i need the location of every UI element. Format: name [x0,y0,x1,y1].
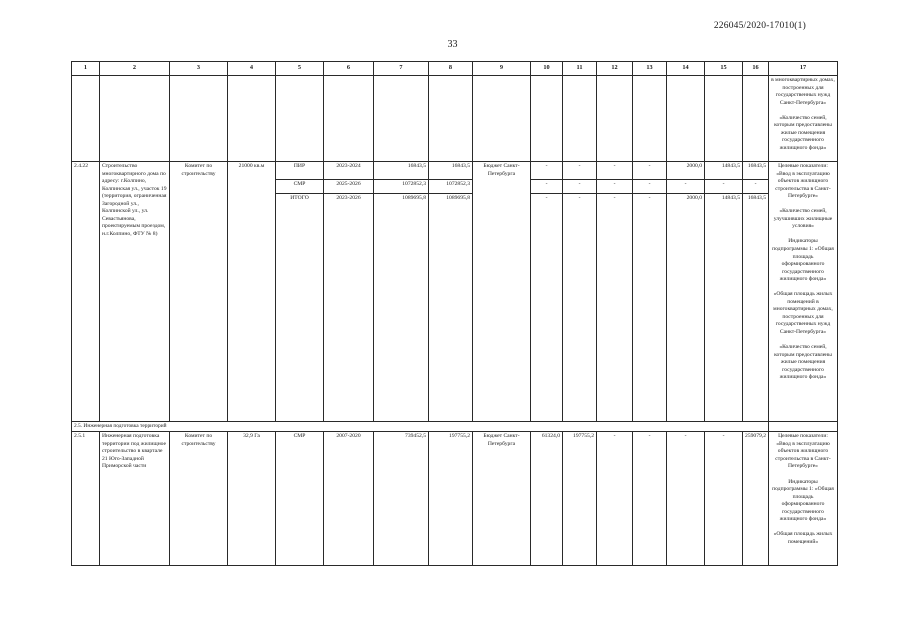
stage-total: 1089695,8 [374,194,429,422]
value-cell: - [531,180,563,194]
value-cell: - [667,180,705,194]
section-header-row [72,422,838,432]
column-header-row [72,62,838,76]
column-header: 7 [374,62,429,76]
value-cell: - [633,180,667,194]
executor: Комитет по строительству [170,162,228,422]
stage-type: СМР [276,432,324,566]
stage-type: СМР [276,180,324,194]
stage-total: 739452,5 [374,432,429,566]
column-header: 5 [276,62,324,76]
object-name: Строительство многоквартирного дома по адресу: г.Колпино, Колпинская ул., участок 19 (территория, ограниченная Загородной ул., Колпинской ул., ул. Севастьянова, проектируемым проездом, н.г.Колпино, ФТУ № 8) [100,162,170,422]
indicators: Целевые показатели: «Ввод в эксплуатацию объектов жилищного строительства в Санкт-Петербурге» «Количество семей, улучшивших жилищные условия» Индикаторы подпрограммы 1: «Общая площадь оформированного государственного жилищного фонда» «Общая площадь жилых помещений в многоквартирных домах, построенных для государственных нужд Санкт-Петербурга» «Количество семей, которым предоставлены жилые помещения государственного жилищного фонда» [769,162,838,422]
column-header: 11 [563,62,597,76]
column-header: 12 [597,62,633,76]
section-title: 2.5. Инженерная подготовка территорий [72,422,769,432]
column-header: 3 [170,62,228,76]
column-header: 17 [769,62,838,76]
value-cell: - [563,162,597,180]
column-header: 2 [100,62,170,76]
continuation-row [72,76,838,162]
document-number: 226045/2020-17010(1) [713,21,806,31]
value-cell: - [667,432,705,566]
stage-budget: 197755,2 [429,432,473,566]
column-header: 8 [429,62,473,76]
value-cell: 14843,5 [705,162,743,180]
column-header: 14 [667,62,705,76]
value-cell: 259079,2 [743,432,769,566]
continuation-indicators: в многоквартирных домах, построенных для государственных нужд Санкт-Петербурга» «Количество семей, которым предоставлены жилые помещения государственного жилищного фонда» [769,76,838,162]
stage-budget: 1072852,3 [429,180,473,194]
column-header: 9 [473,62,531,76]
value-cell: - [633,162,667,180]
value-cell: - [633,432,667,566]
column-header: 10 [531,62,563,76]
column-header: 1 [72,62,100,76]
column-header: 15 [705,62,743,76]
table-row [72,162,838,180]
column-header: 6 [324,62,374,76]
row-number: 2.5.1 [72,432,100,566]
object-name: Инженерная подготовка территории под жилищное строительство в квартале 21 Юго-Западной Приморской части [100,432,170,566]
value-cell: - [531,194,563,422]
value-cell: - [633,194,667,422]
value-cell: - [597,194,633,422]
stage-years: 2023-2024 [324,162,374,180]
value-cell: 16843,5 [743,194,769,422]
funding-source: Бюджет Санкт-Петербурга [473,162,531,422]
stage-years: 2025-2026 [324,180,374,194]
funding-source: Бюджет Санкт-Петербурга [473,432,531,566]
value-cell: - [563,194,597,422]
value-cell: - [563,180,597,194]
stage-type: ИТОГО [276,194,324,422]
column-header: 16 [743,62,769,76]
capacity: 32,9 Га [228,432,276,566]
stage-total: 1072852,3 [374,180,429,194]
stage-budget: 16843,5 [429,162,473,180]
stage-years: 2007-2020 [324,432,374,566]
page-number: 33 [447,39,458,50]
value-cell: 14843,5 [705,194,743,422]
column-header: 13 [633,62,667,76]
value-cell: - [743,180,769,194]
value-cell: 61324,0 [531,432,563,566]
value-cell: 197755,2 [563,432,597,566]
capacity: 21000 кв.м [228,162,276,422]
value-cell: - [705,180,743,194]
column-header: 4 [228,62,276,76]
value-cell: 16843,5 [743,162,769,180]
stage-years: 2023-2026 [324,194,374,422]
table-row [72,432,838,566]
stage-total: 16843,5 [374,162,429,180]
indicators: Целевые показатели: «Ввод в эксплуатацию объектов жилищного строительства в Санкт-Петербурге» Индикаторы подпрограммы 1: «Общая площадь оформированного государственного жилищного фонда» «Общая площадь жилых помещений» [769,432,838,566]
value-cell: - [705,432,743,566]
executor: Комитет по строительству [170,432,228,566]
value-cell: - [597,162,633,180]
value-cell: 2000,0 [667,162,705,180]
value-cell: - [597,180,633,194]
stage-type: ПИР [276,162,324,180]
stage-budget: 1089695,8 [429,194,473,422]
value-cell: 2000,0 [667,194,705,422]
value-cell: - [531,162,563,180]
value-cell: - [597,432,633,566]
program-table [71,61,838,566]
row-number: 2.4.22 [72,162,100,422]
